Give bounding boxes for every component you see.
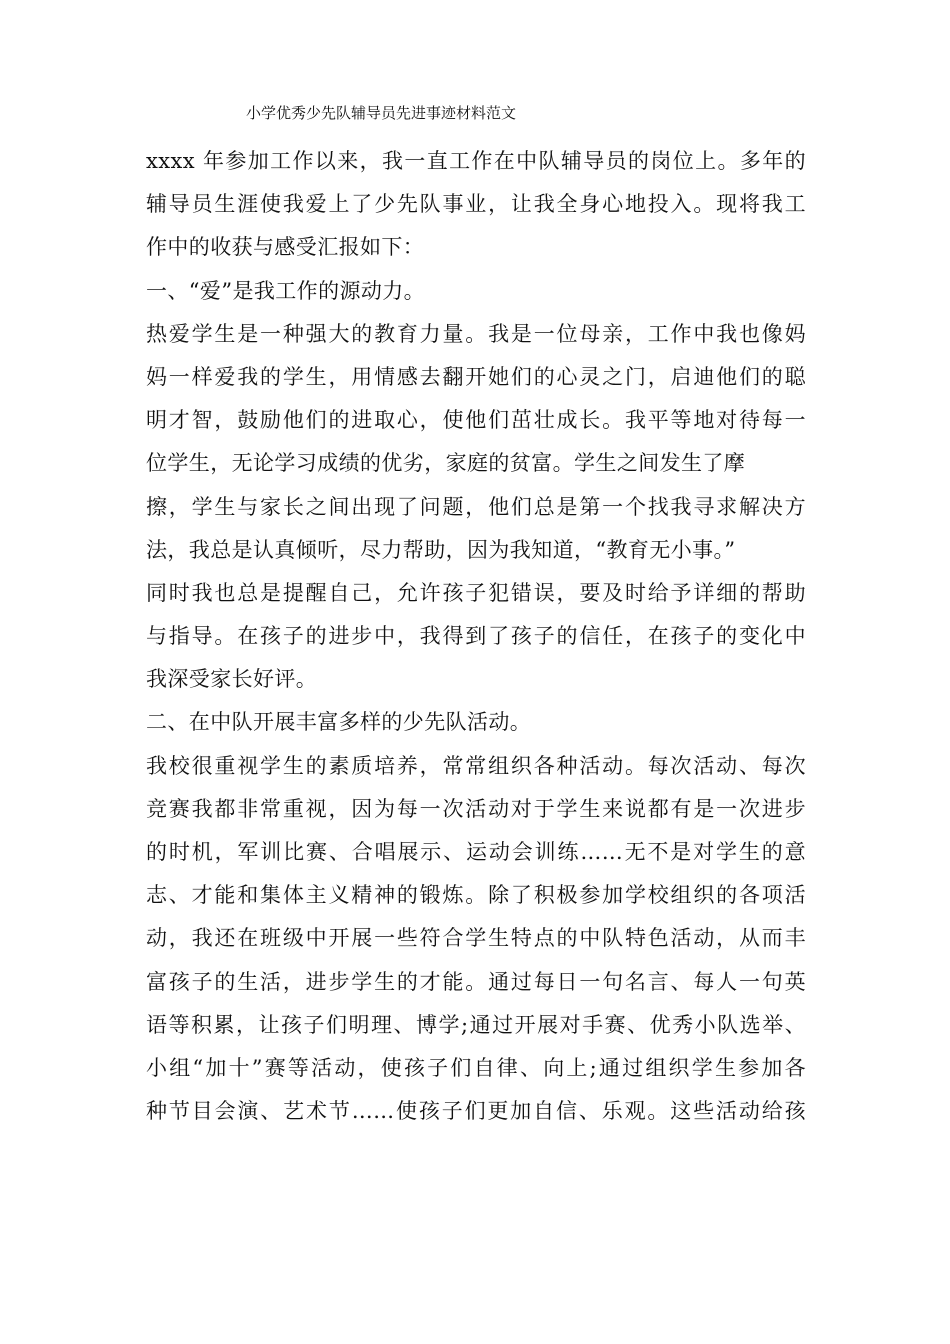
section-heading: 二、在中队开展丰富多样的少先队活动。 bbox=[146, 710, 532, 735]
text-line: 小组“加十”赛等活动，使孩子们自律、向上;通过组织学生参加各 bbox=[146, 1055, 806, 1080]
text-line: 我深受家长好评。 bbox=[146, 667, 318, 692]
section-heading: 一、“爱”是我工作的源动力。 bbox=[146, 278, 426, 303]
text-line: 动，我还在班级中开展一些符合学生特点的中队特色活动，从而丰 bbox=[146, 926, 806, 951]
text-line: 同时我也总是提醒自己，允许孩子犯错误，要及时给予详细的帮助 bbox=[146, 580, 806, 605]
text-line: 作中的收获与感受汇报如下： bbox=[146, 235, 425, 260]
text-line: 擦，学生与家长之间出现了问题，他们总是第一个找我寻求解决方 bbox=[146, 494, 806, 519]
text-line: 志、才能和集体主义精神的锻炼。除了积极参加学校组织的各项活 bbox=[146, 883, 806, 908]
text-line: 我校很重视学生的素质培养，常常组织各种活动。每次活动、每次 bbox=[146, 753, 806, 778]
text-line: 种节目会演、艺术节……使孩子们更加自信、乐观。这些活动给孩 bbox=[146, 1099, 806, 1124]
text-line: xxxx 年参加工作以来，我一直工作在中队辅导员的岗位上。多年的 bbox=[146, 149, 806, 173]
text-line: 明才智，鼓励他们的进取心，使他们茁壮成长。我平等地对待每一 bbox=[146, 408, 806, 433]
text-line: 竞赛我都非常重视，因为每一次活动对于学生来说都有是一次进步 bbox=[146, 796, 806, 821]
text-line: 妈一样爱我的学生，用情感去翻开她们的心灵之门，启迪他们的聪 bbox=[146, 364, 806, 389]
text-line: 热爱学生是一种强大的教育力量。我是一位母亲，工作中我也像妈 bbox=[146, 321, 806, 346]
text-line: 的时机，军训比赛、合唱展示、运动会训练……无不是对学生的意 bbox=[146, 840, 806, 864]
text-line: 富孩子的生活，进步学生的才能。通过每日一句名言、每人一句英 bbox=[146, 969, 806, 994]
text-line: 与指导。在孩子的进步中，我得到了孩子的信任，在孩子的变化中 bbox=[146, 624, 806, 649]
document-title: 小学优秀少先队辅导员先进事迹材料范文 bbox=[246, 104, 517, 122]
text-line: 位学生，无论学习成绩的优劣，家庭的贫富。学生之间发生了摩 bbox=[146, 451, 746, 476]
text-line: 法，我总是认真倾听，尽力帮助，因为我知道，“教育无小事。” bbox=[146, 537, 736, 562]
document-body bbox=[146, 140, 806, 1133]
text-line: 辅导员生涯使我爱上了少先队事业，让我全身心地投入。现将我工 bbox=[146, 192, 806, 217]
text-line: 语等积累，让孩子们明理、博学;通过开展对手赛、优秀小队选举、 bbox=[146, 1012, 806, 1037]
